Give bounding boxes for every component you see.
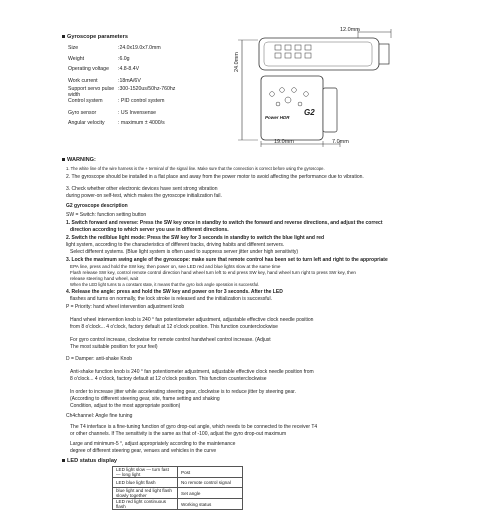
ch4-line: Large and minimum-5 °, adjust appropriately according to the maintenance: [70, 441, 236, 447]
priority-title: P = Priority: hand wheel intervention adjustment knob: [66, 304, 185, 310]
gyroscope-dimension-diagram: [228, 28, 408, 148]
brand-logo: Power HDR: [265, 115, 290, 120]
p-line: Hand wheel intervention knob is 240 ° fan potentiometer adjustment, adjustable effective clock needle position: [70, 317, 314, 323]
g2-item-line: 2. Switch the red/blue light mode: Press the SW key for 3 seconds in standby to switch the blue light and red: [66, 235, 325, 241]
g2-item-line: 1. Switch forward and reverse: Press the SW key once in standby to switch the forward and reverse directions, and adjust the correct: [66, 220, 383, 226]
d-line: 8 o'clock... 4 o'clock, factory default at 12 o'clock position. This function counterclockwise: [70, 376, 267, 382]
dimension-top-label: 12.0mm: [340, 27, 360, 33]
dimension-bottom-label: 19.0mm: [274, 139, 294, 145]
g2-item-line: 3. Lock the maximum swing angle of the gyroscope: make sure that remote control has been set to turn left and right to the appropriate: [66, 257, 388, 263]
g2-item-line: EPA line, press and hold the SW key, then power on, see LED red and blue lights slow at the same time: [70, 264, 281, 269]
warning-title: WARNING:: [62, 157, 96, 163]
led-state-cell: LED blue light flash: [113, 478, 178, 488]
table-row: [113, 488, 243, 499]
led-meaning-cell: No remote control signal: [178, 478, 243, 488]
p-line: from 8 o'clock... 4 o'clock, factory default at 12 o'clock position. This function counterclockwise: [70, 324, 278, 330]
led-state-cell: blue light and red light flash slowly together: [113, 488, 178, 499]
warning-line: 1. The white line of the wire harness is the + terminal of the signal line. Make sure that the connection is correct before using the gyroscope.: [66, 166, 325, 171]
led-state-cell: LED light slow — turn fast — long light: [113, 467, 178, 478]
led-meaning-cell: Set angle: [178, 488, 243, 499]
connector-shape: [379, 44, 389, 64]
led-meaning-cell: Working status: [178, 499, 243, 510]
warning-line: 2. The gyroscope should be installed in a flat place and away from the power motor to avoid affecting the performance due to vibration.: [66, 174, 364, 180]
bullet-square-icon: [62, 158, 65, 161]
dimension-side-label: 24.0mm: [234, 52, 240, 72]
bullet-square-icon: [62, 459, 65, 462]
d-line: In order to increase jitter while accelerating steering gear, clockwise is to reduce jitter by steering gear.: [70, 389, 296, 395]
d-line: Anti-shake function knob is 240 ° fan potentiometer adjustment, adjustable effective clock needle position from: [70, 369, 314, 375]
model-logo: G2: [304, 108, 315, 117]
d-line: (According to different steering gear, site, frame setting and shaking: [70, 396, 220, 402]
warning-line: during power-on self-test, which makes the gyroscope initialization fail.: [66, 193, 222, 199]
table-row: [113, 467, 243, 478]
g2-item-line: direction according to which server you use in different directions.: [70, 227, 229, 233]
g2-item-line: Flash release SW key, control remote control direction hand wheel turn left to end press SW key, hand wheel turn right to press SW key, then: [70, 270, 356, 275]
g2-item-line: flashes and turns on normally, the lock stroke is released and the initialization is successful.: [70, 296, 272, 302]
p-line: The most suitable position for your feel): [70, 344, 158, 350]
ch4-title: Ch4channel: Angle fine tuning: [66, 413, 133, 419]
bullet-square-icon: [62, 35, 65, 38]
damper-title: D = Damper: anti-shake Knob: [66, 356, 133, 362]
sw-line: SW = Switch: function setting button: [66, 212, 147, 218]
g2-title: G2 gyroscope description: [66, 203, 128, 209]
led-state-cell: LED red light continuous flash: [113, 499, 178, 510]
warning-line: 3. Check whether other electronic devices have sent strong vibration: [66, 186, 218, 192]
g2-item-line: 4. Release the angle: press and hold the SW key and power on for 3 seconds. After the LED: [66, 289, 283, 295]
ch4-line: The T4 interface is a fine-tuning function of gyro drop-out angle, which needs to be connected to the receiver T4: [70, 424, 318, 430]
g2-item-line: light system, according to the characteristics of different tracks, driving habits and different servers.: [66, 242, 285, 248]
dimension-right-label: 7.0mm: [332, 139, 349, 145]
table-row: [113, 499, 243, 510]
ch4-line: degree of different steering gear, venues and vehicles in the curve: [70, 448, 217, 454]
led-meaning-cell: Post: [178, 467, 243, 478]
specs-title: Gyroscope parameters: [62, 34, 128, 40]
g2-item-line: Select different systems. (Blue light system is often used to suppress server jitter under high sensitivity): [70, 249, 299, 255]
ch4-line: or other channels. If The sensitivity is the same as that of -100, adjust the gyro drop-out maximum: [70, 431, 287, 437]
p-line: For gyro control increase, clockwise for remote control handwheel control increase. (Adjust: [70, 337, 271, 343]
table-row: [113, 478, 243, 488]
d-line: Condition, adjust to the most appropriate position): [70, 403, 181, 409]
g2-item-line: release steering hand wheel, wait: [70, 276, 139, 281]
led-status-table: [112, 466, 243, 510]
led-status-title: LED status display: [62, 458, 117, 464]
g2-item-line: When the LED light turns to a constant state, it means that the gyro lock angle operation is successful.: [70, 282, 260, 287]
